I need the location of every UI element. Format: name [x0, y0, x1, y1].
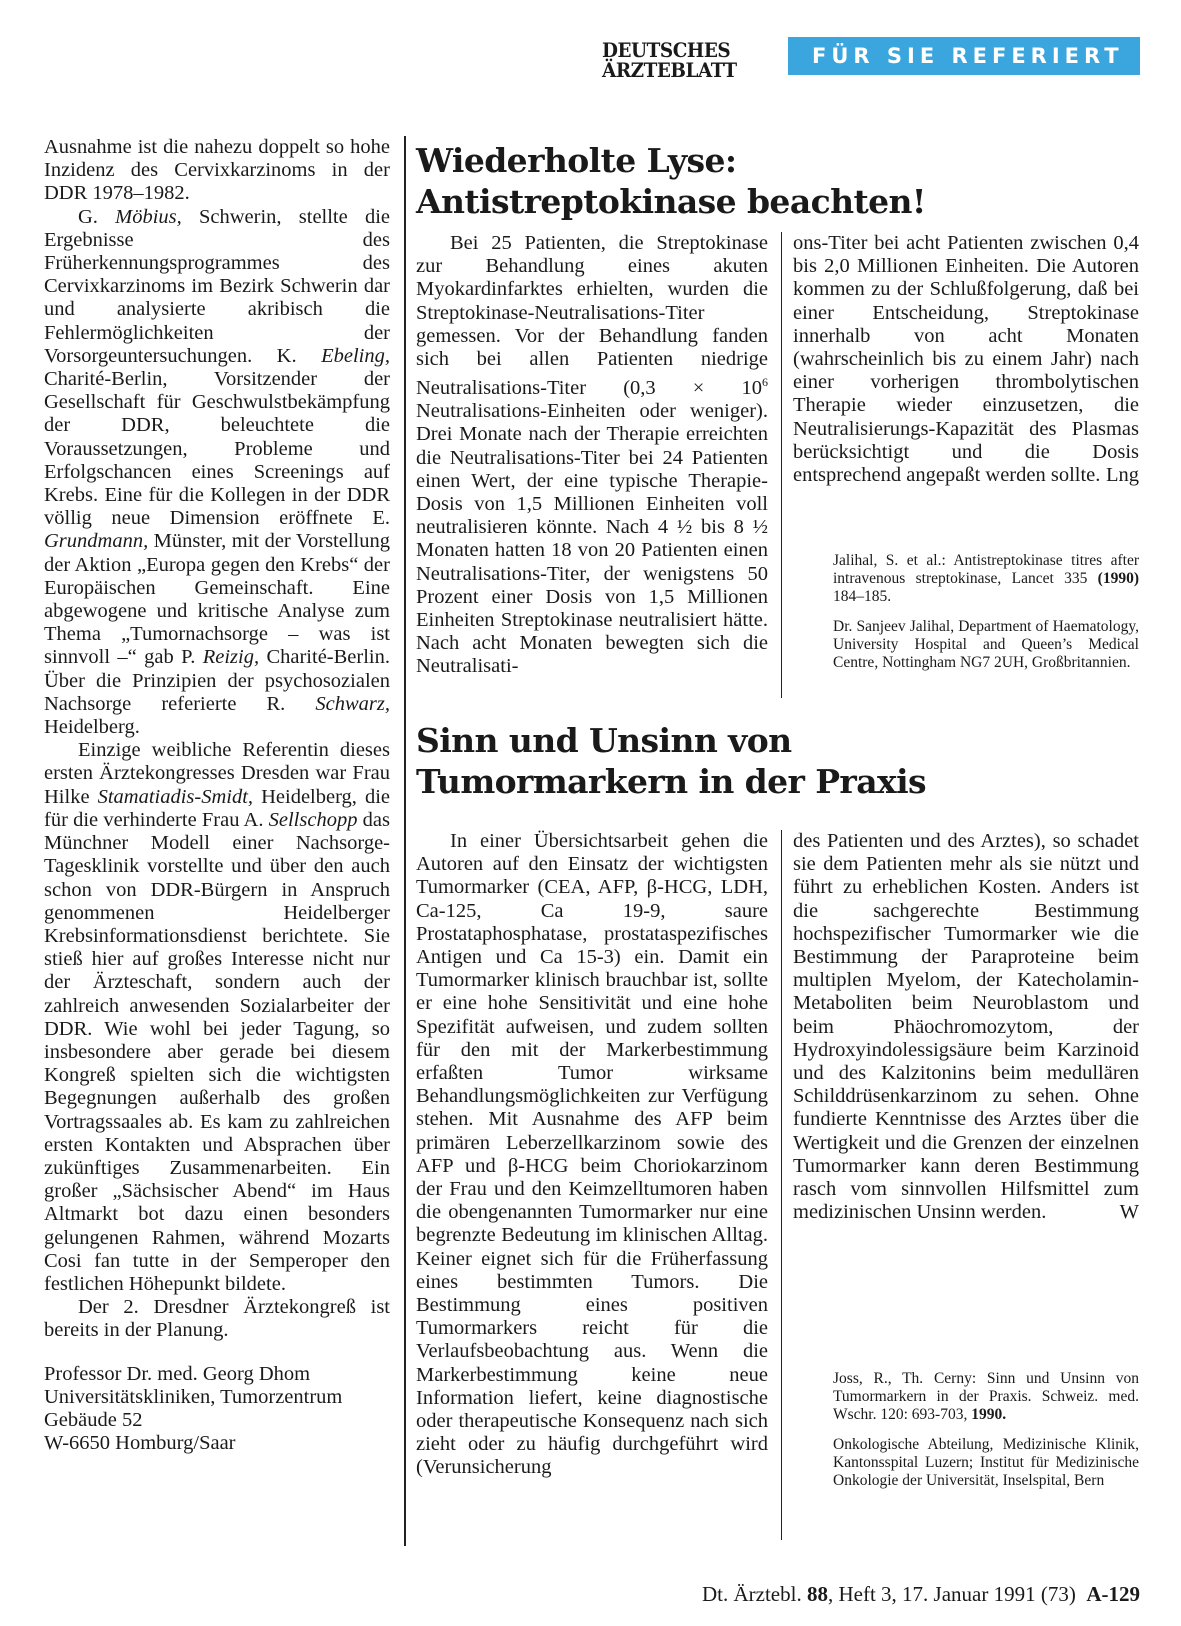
article-2-column-1 — [416, 830, 768, 1480]
page-number: A-129 — [1086, 1582, 1140, 1606]
paragraph: Einzige weibliche Referentin dieses ersten Ärztekongresses Dresden war Frau Hilke Stamatiadis-Smidt, Heidelberg, die für die verhinderte Frau A. Sellschopp das Münchner Modell einer Nachsorge-Tagesklinik vorstellte und über den auch schon von DDR-Bürgern in Anspruch genommenen Heidelberger Krebsinformationsdienst berichtete. Sie stieß hier auf großes Interesse nicht nur der Ärzteschaft, sondern auch der zahlreich anwesenden Sozialarbeiter der DDR. Wie wohl bei jeder Tagung, so insbesondere aber gerade bei diesem Kongreß spielten sich die wichtigsten Begegnungen außerhalb des großen Vortragssaales ab. Es kam zu zahlreichen ersten Kontakten und Absprachen über zukünftiges Zusammenarbeiten. Ein großer „Sächsischer Abend“ im Haus Altmarkt bot dazu einen besonders gelungenen Rahmen, während Mozarts Cosi fan tutte in der Semperoper den festlichen Höhepunkt bildete. — [44, 739, 391, 1295]
person-name: Ebeling, — [321, 344, 390, 367]
article-2-references — [833, 1370, 1139, 1502]
person-name: Schwarz, — [315, 692, 390, 715]
person-name: Grundmann, — [44, 530, 149, 553]
citation: Joss, R., Th. Cerny: Sinn und Unsinn von Tumormarkern in der Praxis. Schweiz. med. Wschr. 120: 693-703, 1990. — [833, 1370, 1139, 1423]
person-name: Stamatiadis-Smidt, — [97, 785, 254, 808]
person-name: Reizig, — [202, 646, 260, 669]
column-divider — [781, 830, 782, 1540]
page-footer: Dt. Ärztebl. 88, Heft 3, 17. Januar 1991 (73) A-129 — [701, 1582, 1140, 1606]
author-address: Professor Dr. med. Georg Dhom Universitätskliniken, Tumorzentrum Gebäude 52 W-6650 Homburg/Saar — [44, 1362, 343, 1455]
paragraph: des Patienten und des Arztes), so schadet sie dem Patienten mehr als sie nützt und führt zu erheblichen Kosten. Anders ist die sachgerechte Bestimmung hochspezifischer Tumormarker wie die Bestimmung der Paraproteine beim multiplen Myelom, der Katecholamin-Metaboliten beim Neuroblastom und beim Phäochromozytom, der Hydroxyindolessigsäure beim Karzinoid und des Kalzitonins beim medullären Schilddrüsenkarzinom zu sehen. Ohne fundierte Kenntnisse des Arztes über die Wertigkeit und die Grenzen der einzelnen Tumormarker kann deren Bestimmung rasch vom sinnvollen Hilfsmittel zum medizinischen Unsinn werden. W — [793, 830, 1139, 1224]
person-name: Sellschopp — [268, 808, 358, 831]
masthead-line-2: ÄRZTEBLATT — [602, 58, 737, 82]
section-banner: FÜR SIE REFERIERT — [788, 37, 1140, 75]
masthead-line-1: DEUTSCHES — [602, 38, 731, 62]
journal-masthead — [602, 40, 758, 80]
author-sign: Lng — [1105, 464, 1139, 487]
paragraph: G. Möbius, Schwerin, stellte die Ergebnisse des Früherkennungsprogrammes des Cervixkarzinoms im Bezirk Schwerin dar und analysierte akribisch die Fehlermöglichkeiten der Vorsorgeuntersuchungen. K. Ebeling, Charité-Berlin, Vorsitzender der Gesellschaft für Geschwulstbekämpfung der DDR, beleuchtete die Voraussetzungen, Probleme und Erfolgschancen eines Screenings auf Krebs. Eine für die Kollegen in der DDR völlig neue Dimension eröffnete E. Grundmann, Münster, mit der Vorstellung der Aktion „Europa gegen den Krebs“ der Europäischen Gemeinschaft. Eine abgewogene und kritische Analyse zum Thema „Tumornachsorge – was ist sinnvoll –“ gab P. Reizig, Charité-Berlin. Über die Prinzipien der psychosozialen Nachsorge referierte R. Schwarz, Heidelberg. — [44, 205, 390, 739]
citation: Jalihal, S. et al.: Antistreptokinase titres after intravenous streptokinase, Lancet 335 (1990) 184–185. — [833, 552, 1139, 605]
person-name: Möbius, — [115, 205, 182, 228]
article-1-column-1 — [416, 232, 768, 679]
column-divider — [404, 136, 406, 1546]
author-sign: W — [1119, 1201, 1139, 1224]
article-2-headline: Sinn und Unsinn von Tumormarkern in der Praxis — [416, 721, 926, 801]
article-1-column-2 — [793, 232, 1139, 487]
article-1-headline: Wiederholte Lyse: Antistreptokinase beachten! — [416, 141, 926, 221]
paragraph: In einer Übersichtsarbeit gehen die Autoren auf den Einsatz der wichtigsten Tumormarker (CEA, AFP, β-HCG, LDH, Ca-125, Ca 19-9, saure Prostataphosphatase, prostataspezifisches Antigen und Ca 15-3) ein. Damit ein Tumormarker klinisch brauchbar ist, sollte er eine hohe Sensitivität und eine hohe Spezifität aufweisen, und zudem sollten für den mit der Markerbestimmung erfaßten Tumor wirksame Behandlungsmöglichkeiten zur Verfügung stehen. Mit Ausnahme des AFP beim primären Leberzellkarzinom sowie des AFP und β-HCG beim Choriokarzinom der Frau und den Keimzelltumoren haben die obengenannten Tumormarker nur eine begrenzte Bedeutung im klinischen Alltag. Keiner eignet sich für die Früherfassung eines bestimmten Tumors. Die Bestimmung eines positiven Tumormarkers reicht für die Verlaufsbeobachtung aus. Wenn die Markerbestimmung keine neue Information liefert, keine diagnostische oder therapeutische Konsequenz nach sich zieht oder zu häufig durchgeführt wird (Verunsicherung — [416, 830, 768, 1479]
paragraph: Bei 25 Patienten, die Streptokinase zur Behandlung eines akuten Myokardinfarktes erhielten, wurden die Streptokinase-Neutralisations-Titer gemessen. Vor der Behandlung fanden sich bei allen Patienten niedrige Neutralisations-Titer ($0,3 \times 10^6$ Neutralisations-Einheiten oder weniger). Drei Monate nach der Therapie erreichten die Neutralisations-Titer bei 24 Patienten einen Wert, der eine typische Therapie-Dosis von 1,5 Millionen Einheiten voll neutralisieren könnte. Nach 4 ½ bis 8 ½ Monaten hatten 18 von 20 Patienten einen Neutralisations-Titer, der wenigstens 50 Prozent einer Dosis von 1,5 Millionen Einheiten Streptokinase neutralisiert hätte. Nach acht Monaten bewegten sich die Neutralisati- — [416, 232, 768, 678]
left-column-text — [44, 136, 390, 1455]
paragraph: ons-Titer bei acht Patienten zwischen 0,4 bis 2,0 Millionen Einheiten. Die Autoren kommen zu der Schlußfolgerung, daß bei einer Entscheidung, Streptokinase innerhalb von acht Monaten (wahrscheinlich bis zu einem Jahr) nach einer vorherigen thrombolytischen Therapie wieder einzusetzen, die Neutralisierungs-Kapazität des Plasmas berücksichtigt und die Dosis entsprechend angepaßt werden sollte. Lng — [793, 232, 1139, 487]
paragraph: Der 2. Dresdner Ärztekongreß ist bereits in der Planung. — [44, 1296, 390, 1342]
affiliation: Dr. Sanjeev Jalihal, Department of Haematology, University Hospital and Queen’s Medical Centre, Nottingham NG7 2UH, Großbritannien. — [833, 618, 1139, 671]
affiliation: Onkologische Abteilung, Medizinische Klinik, Kantonsspital Luzern; Institut für Medizinische Onkologie der Universität, Inselspital, Bern — [833, 1436, 1139, 1489]
article-2-column-2 — [793, 830, 1139, 1224]
paragraph: Ausnahme ist die nahezu doppelt so hohe Inzidenz des Cervixkarzinoms in der DDR 1978–1982. — [44, 136, 390, 205]
article-1-references — [833, 552, 1139, 684]
column-divider — [781, 232, 782, 698]
